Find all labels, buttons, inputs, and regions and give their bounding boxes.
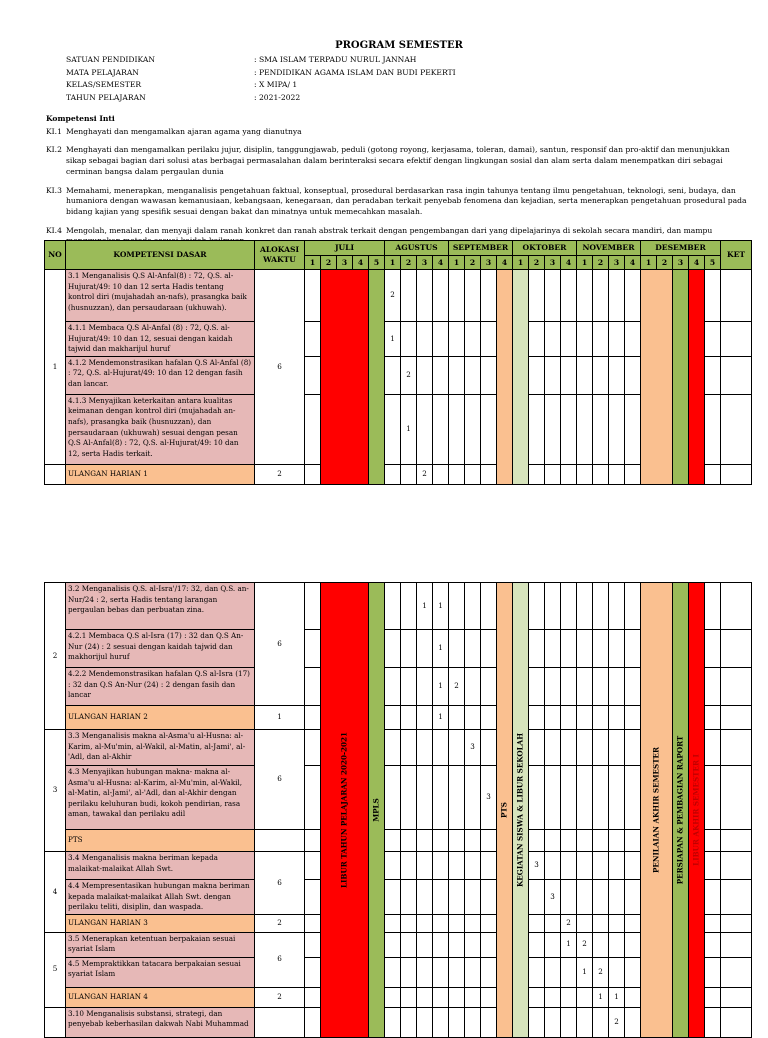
mpls-column <box>369 270 385 485</box>
ki-code: KI.4 <box>46 225 62 235</box>
alokasi-cell: 6 <box>255 730 305 830</box>
ki-text: Mengolah, menalar, dan menyaji dalam ranah konkret dan ranah abstrak terkait dengan pengembangan dari yang dipelajarinya di sekolah secara mandiri, dan mampu <box>66 225 713 235</box>
alokasi-cell: 6 <box>255 270 305 465</box>
kd-cell: 3.5 Menerapkan ketentuan berpakaian sesuai syariat Islam <box>66 932 255 957</box>
week-header: 1 <box>513 256 529 270</box>
week-header: 3 <box>481 256 497 270</box>
month-header: JULI <box>305 241 385 256</box>
alokasi-cell: 2 <box>255 464 305 484</box>
week-header: 2 <box>401 256 417 270</box>
identity-value: : X MIPA/ 1 <box>254 80 298 90</box>
ki-code: KI.1 <box>46 126 62 136</box>
row-number: 3 <box>45 730 66 852</box>
week-header: 4 <box>353 256 369 270</box>
alokasi-cell: 1 <box>255 706 305 730</box>
identity-value: : PENDIDIKAN AGAMA ISLAM DAN BUDI PEKERTI <box>254 67 456 77</box>
week-header: 1 <box>449 256 465 270</box>
week-header: 1 <box>385 256 401 270</box>
alokasi-cell: 6 <box>255 932 305 987</box>
kd-cell: 3.2 Menganalisis Q.S. al-Isra'/17: 32, dan Q.S. an-Nur/24 : 2, serta Hadis tentang larangan pergaulan bebas dan perbuatan zina. <box>66 583 255 630</box>
schedule-table-bottom <box>44 582 752 1038</box>
page-title: PROGRAM SEMESTER <box>335 40 463 51</box>
kd-cell: 4.1.2 Mendemonstrasikan hafalan Q.S Al-Anfal (8) : 72, Q.S. al-Hujurat/49: 10 dan 12 dengan fasih dan lancar. <box>66 356 255 394</box>
week-header: 3 <box>609 256 625 270</box>
week-value: 3 <box>545 880 561 915</box>
week-value: 1 <box>593 987 609 1007</box>
week-value: 1 <box>433 630 449 668</box>
week-value: 2 <box>609 1007 625 1037</box>
alokasi-cell: 6 <box>255 583 305 706</box>
persiapan-raport-label: PERSIAPAN & PEMBAGIAN RAPORT <box>673 583 689 1038</box>
kegiatan-siswa-label: KEGIATAN SISWA & LIBUR SEKOLAH <box>513 583 529 1038</box>
ki-text: Memahami, menerapkan, menganalisis pengetahuan faktual, konseptual, prosedural berdasarkan rasa ingin tahunya tentang ilmu pengetahuan, teknologi, seni, budaya, dan humaniora dengan wawasan kemanusiaan, kebangsaan, kenegaraan, dan peradaban terkait penyebab fenomena dan kejadian, serta menerapkan pengetahuan prosedural pada bidang kajian yang spesifik sesuai dengan bakat dan minatnya untuk memecahkan masalah. <box>66 185 747 216</box>
week-header: 4 <box>433 256 449 270</box>
week-value: 3 <box>481 766 497 830</box>
week-header: 3 <box>673 256 689 270</box>
week-header: 2 <box>529 256 545 270</box>
week-header: 1 <box>577 256 593 270</box>
alokasi-cell: 6 <box>255 852 305 915</box>
ki-text: Menghayati dan mengamalkan perilaku jujur, disiplin, tanggungjawab, peduli (gotong royong, kerjasama, toleran, damai), santun, responsif dan pro-aktif dan menunjukkan sikap sebagai bagian dari solusi atas berbagai permasalahan dalam berinteraksi secara efektif dengan lingkungan sosial dan alam serta dalam menempatkan diri sebagai cerminan bangsa dalam pergaulan dunia <box>66 145 730 176</box>
week-header: 1 <box>305 256 321 270</box>
persiapan-column <box>673 270 689 485</box>
kd-cell: 4.4 Mempresentasikan hubungan makna beriman kepada malaikat-malaikat Allah Swt. dengan perilaku teliti, disiplin, dan waspada. <box>66 880 255 915</box>
libur-juli-block <box>321 270 369 485</box>
identity-block <box>66 54 456 104</box>
row-number: 2 <box>45 583 66 730</box>
kd-cell: 4.5 Mempraktikkan tatacara berpakaian sesuai syariat Islam <box>66 957 255 987</box>
week-header: 3 <box>417 256 433 270</box>
col-kd-header: KOMPETENSI DASAR <box>66 241 255 270</box>
week-value: 2 <box>593 957 609 987</box>
week-value: 1 <box>609 987 625 1007</box>
libur-akhir-semester-label: LIBUR AKHIR SEMESTER I <box>689 583 705 1038</box>
row-number: 1 <box>45 270 66 465</box>
kompetensi-inti-block <box>46 114 751 255</box>
week-value: 1 <box>577 957 593 987</box>
kegiatan-column <box>513 270 529 485</box>
week-value: 2 <box>577 932 593 957</box>
week-header: 3 <box>337 256 353 270</box>
col-ket-header: KET <box>721 241 752 270</box>
kd-cell: 3.4 Menganalisis makna beriman kepada malaikat-malaikat Allah Swt. <box>66 852 255 880</box>
week-value: 2 <box>561 914 577 932</box>
week-header: 4 <box>625 256 641 270</box>
mpls-label: MPLS <box>369 583 385 1038</box>
libur-tahun-pelajaran-label: LIBUR TAHUN PELAJARAN 2020-2021 <box>321 583 369 1038</box>
week-header: 4 <box>497 256 513 270</box>
kd-cell: 4.2.2 Mendemonstrasikan hafalan Q.S al-Isra (17) : 32 dan Q.S An-Nur (24) : 2 dengan fasih dan lancar <box>66 668 255 706</box>
ki-text: Menghayati dan mengamalkan ajaran agama yang dianutnya <box>66 126 302 136</box>
week-value: 1 <box>417 583 433 630</box>
week-header: 2 <box>321 256 337 270</box>
col-aw-header: ALOKASI WAKTU <box>255 241 305 270</box>
week-value: 3 <box>465 730 481 766</box>
identity-value: : SMA ISLAM TERPADU NURUL JANNAH <box>254 55 417 64</box>
week-value: 1 <box>433 668 449 706</box>
week-value: 3 <box>529 852 545 880</box>
identity-label: TAHUN PELAJARAN <box>66 92 146 102</box>
week-value: 2 <box>401 356 417 394</box>
week-value: 2 <box>385 270 401 322</box>
kd-cell: 4.2.1 Membaca Q.S al-Isra (17) : 32 dan Q.S An-Nur (24) : 2 sesuai dengan kaidah tajwid dan makhorijul huruf <box>66 630 255 668</box>
ulangan-harian-label: ULANGAN HARIAN 1 <box>66 464 255 484</box>
week-header: 3 <box>545 256 561 270</box>
week-header: 4 <box>561 256 577 270</box>
week-value: 1 <box>385 322 401 357</box>
libur-akhir-column <box>689 270 705 485</box>
month-header: OKTOBER <box>513 241 577 256</box>
ulangan-harian-label: ULANGAN HARIAN 2 <box>66 706 255 730</box>
week-header: 1 <box>641 256 657 270</box>
alokasi-cell: 2 <box>255 914 305 932</box>
ki-code: KI.2 <box>46 145 62 155</box>
ki-code: KI.3 <box>46 185 62 195</box>
week-header: 2 <box>593 256 609 270</box>
ki-item <box>46 127 751 138</box>
row-number: 4 <box>45 852 66 933</box>
identity-label: MATA PELAJARAN <box>66 67 139 77</box>
week-header: 5 <box>705 256 721 270</box>
kd-cell: 3.3 Menganalisis makna al-Asma'u al-Husna: al-Karim, al-Mu'min, al-Wakil, al-Matin, al-Jami', al-'Adl, dan al-Akhir <box>66 730 255 766</box>
ki-item <box>46 145 751 177</box>
identity-label: KELAS/SEMESTER <box>66 80 142 90</box>
alokasi-cell: 2 <box>255 987 305 1007</box>
identity-value: : 2021-2022 <box>254 92 301 102</box>
pts-column <box>497 270 513 485</box>
pas-column <box>641 270 673 485</box>
week-value: 1 <box>433 706 449 730</box>
kd-cell: 3.10 Menganalisis substansi, strategi, dan penyebab keberhasilan dakwah Nabi Muhammad <box>66 1007 255 1037</box>
week-value: 1 <box>433 583 449 630</box>
pts-row-label: PTS <box>66 830 255 852</box>
kd-cell: 4.3 Menyajikan hubungan makna- makna al-Asma'u al-Husna: al-Karim, al-Mu'min, al-Wakil, al-Matin, al-Jami', al-'Adl, dan al-Akhir dengan perilaku keluhuran budi, kokoh pendirian, rasa aman, tawakal dan perilaku adil <box>66 766 255 830</box>
row-number: 5 <box>45 932 66 1007</box>
ki-heading: Kompetensi Inti <box>46 114 115 123</box>
month-header: SEPTEMBER <box>449 241 513 256</box>
week-header: 4 <box>689 256 705 270</box>
pts-label: PTS <box>497 583 513 1038</box>
kd-cell: 4.1.1 Membaca Q.S Al-Anfal (8) : 72, Q.S. al-Hujurat/49: 10 dan 12, sesuai dengan kaidah tajwid dan makharijul huruf <box>66 322 255 357</box>
kd-cell: 3.1 Menganalisis Q.S Al-Anfal(8) : 72, Q.S. al-Hujurat/49: 10 dan 12 serta Hadis tentang kontrol diri (mujahadah an-nafs), prasangka baik (husnuzzan), dan persaudaraan (ukhuwah). <box>66 270 255 322</box>
col-no-header: NO <box>45 241 66 270</box>
identity-label: SATUAN PENDIDIKAN <box>66 55 156 64</box>
month-header: DESEMBER <box>641 241 721 256</box>
week-header: 2 <box>657 256 673 270</box>
month-header: NOVEMBER <box>577 241 641 256</box>
week-header: 5 <box>369 256 385 270</box>
week-value: 1 <box>561 932 577 957</box>
schedule-table-top <box>44 240 752 485</box>
week-value: 2 <box>449 668 465 706</box>
week-header: 2 <box>465 256 481 270</box>
week-value: 2 <box>417 464 433 484</box>
ulangan-harian-label: ULANGAN HARIAN 4 <box>66 987 255 1007</box>
kd-cell: 4.1.3 Menyajikan keterkaitan antara kualitas keimanan dengan kontrol diri (mujahadah an-nafs), prasangka baik (husnuzzan), dan persaudaraan (ukhuwah) sesuai dengan pesan Q.S Al-Anfal(8) : 72, Q.S. al-Hujurat/49: 10 dan 12, serta Hadis terkait. <box>66 394 255 464</box>
ki-item <box>46 186 751 218</box>
week-value: 1 <box>401 394 417 464</box>
penilaian-akhir-label: PENILAIAN AKHIR SEMESTER <box>641 583 673 1038</box>
month-header: AGUSTUS <box>385 241 449 256</box>
ulangan-harian-label: ULANGAN HARIAN 3 <box>66 914 255 932</box>
